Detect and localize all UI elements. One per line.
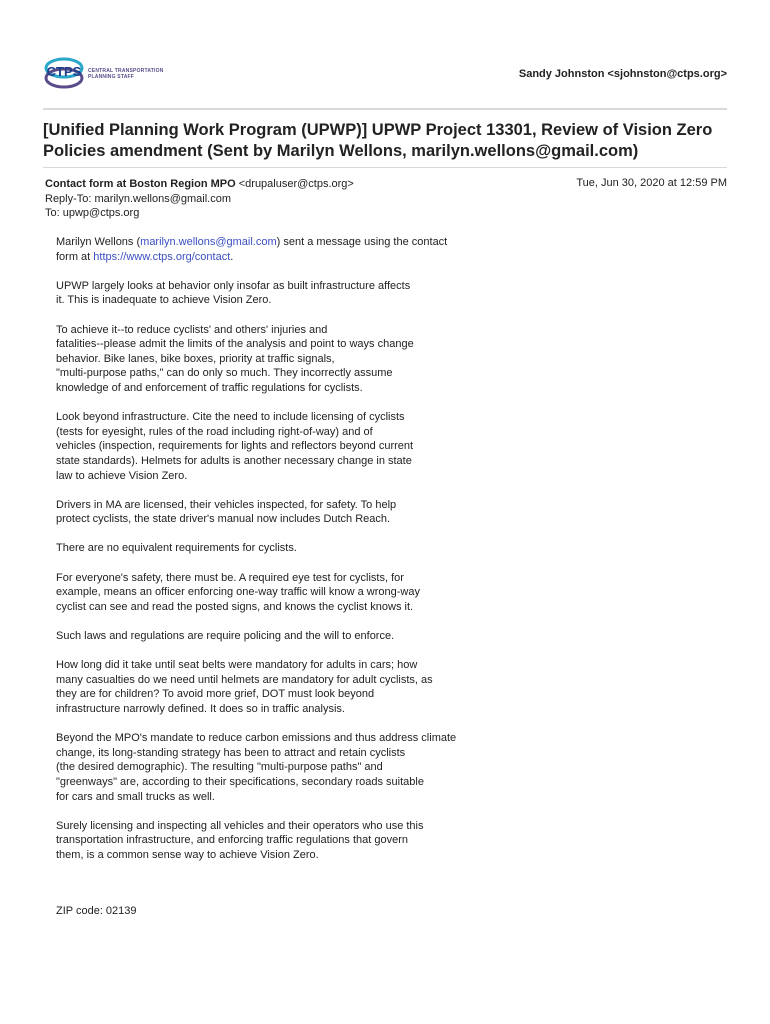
body-paragraph: There are no equivalent requirements for cyclists. — [56, 542, 297, 555]
sender-name: Contact form at Boston Region MPO — [45, 178, 236, 190]
logo-subtext: CENTRAL TRANSPORTATION PLANNING STAFF — [88, 68, 164, 80]
zip-code: ZIP code: 02139 — [56, 905, 137, 917]
header-divider — [43, 108, 727, 110]
body-paragraph: Look beyond infrastructure. Cite the need to include licensing of cyclists (tests for eyesight, rules of the road including right-of-way) and of vehicles (inspection, requirements for lights and reflectors beyond current state standards). Helmets for adults is another necessary change in state law to achieve Vision Zero. — [56, 411, 414, 482]
svg-text:CTPS: CTPS — [46, 64, 82, 79]
body-paragraph: Beyond the MPO's mandate to reduce carbon emissions and thus address climate change, its long-standing strategy has been to attract and retain cyclists (the desired demographic). The resulting "multi-purpose paths" and "greenways" are, according to their specifications, secondary roads suitable for cars and small trucks as well. — [56, 732, 457, 803]
intro-text-end: . — [230, 250, 234, 263]
subject-divider — [43, 167, 727, 168]
intro-paragraph — [56, 235, 516, 264]
body-paragraph: UPWP largely looks at behavior only insofar as built infrastructure affects it. This is inadequate to achieve Vision Zero. — [56, 279, 411, 307]
recipient-header: Sandy Johnston <sjohnston@ctps.org> — [518, 68, 727, 80]
body-paragraph: How long did it take until seat belts were mandatory for adults in cars; how many casualties do we need until helmets are mandatory for adult cyclists, as they are for children? To avoid more grief, DOT must look beyond infrastructure narrowly defined. It does so in traffic analysis. — [56, 659, 433, 715]
email-body — [56, 235, 516, 877]
intro-text-mid: ) sent a message using the contact form at — [56, 236, 448, 263]
sender-address: <drupaluser@ctps.org> — [238, 178, 354, 190]
body-paragraph: Surely licensing and inspecting all vehicles and their operators who use this transportation infrastructure, and enforcing traffic regulations that govern them, is a common sense way to achieve Vision Zero. — [56, 819, 424, 861]
body-paragraph: To achieve it--to reduce cyclists' and others' injuries and fatalities--please admit the limits of the analysis and point to ways change behavior. Bike lanes, bike boxes, priority at traffic signals, "multi-purpose paths," can do only so much. They incorrectly assume knowledge of and enforcement of traffic regulations for cyclists. — [56, 323, 414, 394]
to-line: To: upwp@ctps.org — [45, 207, 140, 219]
email-meta — [45, 177, 354, 221]
sender-email-link[interactable]: marilyn.wellons@gmail.com — [140, 236, 277, 248]
contact-url-link[interactable]: https://www.ctps.org/contact — [93, 250, 231, 263]
body-paragraph: Such laws and regulations are require policing and the will to enforce. — [56, 630, 395, 643]
email-subject: [Unified Planning Work Program (UPWP)] UPWP Project 13301, Review of Vision Zero Policies amendment (Sent by Marilyn Wellons, marilyn.wellons@gmail.com) — [43, 121, 713, 160]
body-paragraph: Drivers in MA are licensed, their vehicles inspected, for safety. To help protect cyclists, the state driver's manual now includes Dutch Reach. — [56, 498, 397, 526]
reply-to-line: Reply-To: marilyn.wellons@gmail.com — [45, 192, 231, 205]
from-line — [45, 177, 354, 192]
intro-text: Marilyn Wellons ( — [56, 236, 141, 248]
email-date: Tue, Jun 30, 2020 at 12:59 PM — [576, 177, 727, 189]
body-paragraph: For everyone's safety, there must be. A required eye test for cyclists, for example, means an officer enforcing one-way traffic will know a wrong-way cyclist can see and read the posted signs, and knows the cyclist knows it. — [56, 571, 420, 613]
